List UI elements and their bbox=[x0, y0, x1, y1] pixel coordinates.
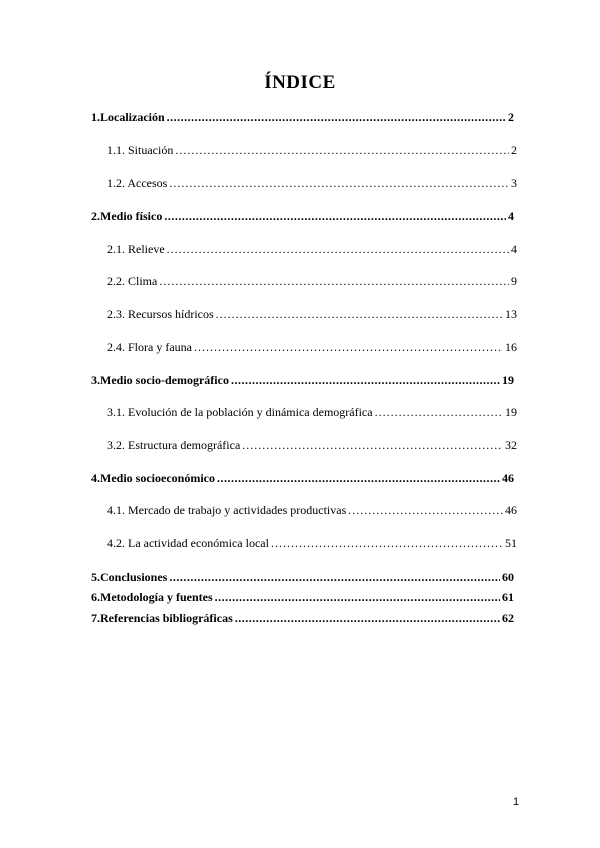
toc-entry-page: 4 bbox=[511, 242, 517, 256]
dot-leader bbox=[375, 405, 503, 420]
toc-entry-number: 7. bbox=[91, 611, 100, 625]
toc-entry-recursos-hidricos[interactable] bbox=[107, 307, 517, 322]
toc-entry-medio-fisico[interactable] bbox=[91, 209, 514, 224]
toc-entry-page: 2 bbox=[508, 110, 514, 124]
toc-entry-label: Medio socioeconómico bbox=[100, 471, 215, 485]
toc-entry-label: 4.1. Mercado de trabajo y actividades productivas bbox=[107, 503, 347, 517]
toc-entry-page: 62 bbox=[502, 611, 514, 625]
toc-entry-label: Metodología y fuentes bbox=[100, 590, 213, 604]
toc-entry-label: Localización bbox=[100, 110, 165, 124]
toc-entry-label: Conclusiones bbox=[100, 570, 168, 584]
toc-entry-number: 6. bbox=[91, 590, 100, 604]
toc-entry-label: 1.1. Situación bbox=[107, 143, 174, 157]
toc-entry-page: 4 bbox=[508, 209, 514, 223]
dot-leader bbox=[159, 274, 509, 289]
toc-entry-page: 2 bbox=[511, 143, 517, 157]
dot-leader bbox=[242, 438, 503, 453]
toc-entry-label: 3.1. Evolución de la población y dinámica demográfica bbox=[107, 405, 373, 419]
toc-entry-page: 13 bbox=[505, 307, 517, 321]
toc-entry-page: 16 bbox=[505, 340, 517, 354]
dot-leader bbox=[235, 611, 500, 626]
toc-entry-mercado-trabajo[interactable] bbox=[107, 503, 517, 518]
toc-entry-referencias[interactable] bbox=[91, 611, 514, 626]
toc-entry-number: 3. bbox=[91, 373, 100, 387]
toc-entry-flora-fauna[interactable] bbox=[107, 340, 517, 355]
toc-entry-page: 51 bbox=[505, 536, 517, 550]
toc-entry-label: 2.4. Flora y fauna bbox=[107, 340, 192, 354]
toc-entry-accesos[interactable] bbox=[107, 176, 517, 191]
toc-entry-page: 32 bbox=[505, 438, 517, 452]
toc-entry-page: 60 bbox=[502, 570, 514, 584]
dot-leader bbox=[169, 176, 509, 191]
dot-leader bbox=[167, 110, 506, 125]
toc-entry-label: Referencias bibliográficas bbox=[100, 611, 233, 625]
toc-entry-page: 3 bbox=[511, 176, 517, 190]
dot-leader bbox=[169, 570, 500, 585]
toc-entry-medio-socioeconomico[interactable] bbox=[91, 471, 514, 486]
toc-entry-label: 1.2. Accesos bbox=[107, 176, 168, 190]
toc-entry-number: 4. bbox=[91, 471, 100, 485]
toc-entry-number: 5. bbox=[91, 570, 100, 584]
dot-leader bbox=[231, 373, 500, 388]
page-number: 1 bbox=[513, 796, 520, 808]
dot-leader bbox=[167, 242, 509, 257]
toc-entry-page: 19 bbox=[502, 373, 514, 387]
dot-leader bbox=[271, 536, 503, 551]
toc-entry-label: Medio físico bbox=[100, 209, 163, 223]
toc-entry-medio-socio-demografico[interactable] bbox=[91, 373, 514, 388]
dot-leader bbox=[175, 143, 509, 158]
dot-leader bbox=[194, 340, 503, 355]
page-title: ÍNDICE bbox=[264, 72, 336, 93]
toc-entry-page: 19 bbox=[505, 405, 517, 419]
dot-leader bbox=[215, 590, 500, 605]
toc-entry-metodologia[interactable] bbox=[91, 590, 514, 605]
toc-entry-page: 46 bbox=[502, 471, 514, 485]
toc-entry-number: 1. bbox=[91, 110, 100, 124]
toc-entry-estructura-demografica[interactable] bbox=[107, 438, 517, 453]
dot-leader bbox=[348, 503, 503, 518]
toc-entry-page: 46 bbox=[505, 503, 517, 517]
toc-entry-clima[interactable] bbox=[107, 274, 517, 289]
toc-entry-situacion[interactable] bbox=[107, 143, 517, 158]
toc-entry-label: 3.2. Estructura demográfica bbox=[107, 438, 241, 452]
toc-entry-actividad-economica[interactable] bbox=[107, 536, 517, 551]
toc-entry-page: 9 bbox=[511, 274, 517, 288]
toc-entry-evolucion-poblacion[interactable] bbox=[107, 405, 517, 420]
dot-leader bbox=[164, 209, 506, 224]
toc-entry-conclusiones[interactable] bbox=[91, 570, 514, 585]
toc-entry-number: 2. bbox=[91, 209, 100, 223]
toc-entry-relieve[interactable] bbox=[107, 242, 517, 257]
dot-leader bbox=[216, 307, 503, 322]
toc-entry-label: 2.1. Relieve bbox=[107, 242, 165, 256]
toc-entry-label: 4.2. La actividad económica local bbox=[107, 536, 269, 550]
dot-leader bbox=[217, 471, 500, 486]
toc-entry-localizacion[interactable] bbox=[91, 110, 514, 125]
toc-entry-label: 2.3. Recursos hídricos bbox=[107, 307, 214, 321]
toc-entry-label: Medio socio-demográfico bbox=[100, 373, 229, 387]
toc-entry-label: 2.2. Clima bbox=[107, 274, 158, 288]
toc-entry-page: 61 bbox=[502, 590, 514, 604]
